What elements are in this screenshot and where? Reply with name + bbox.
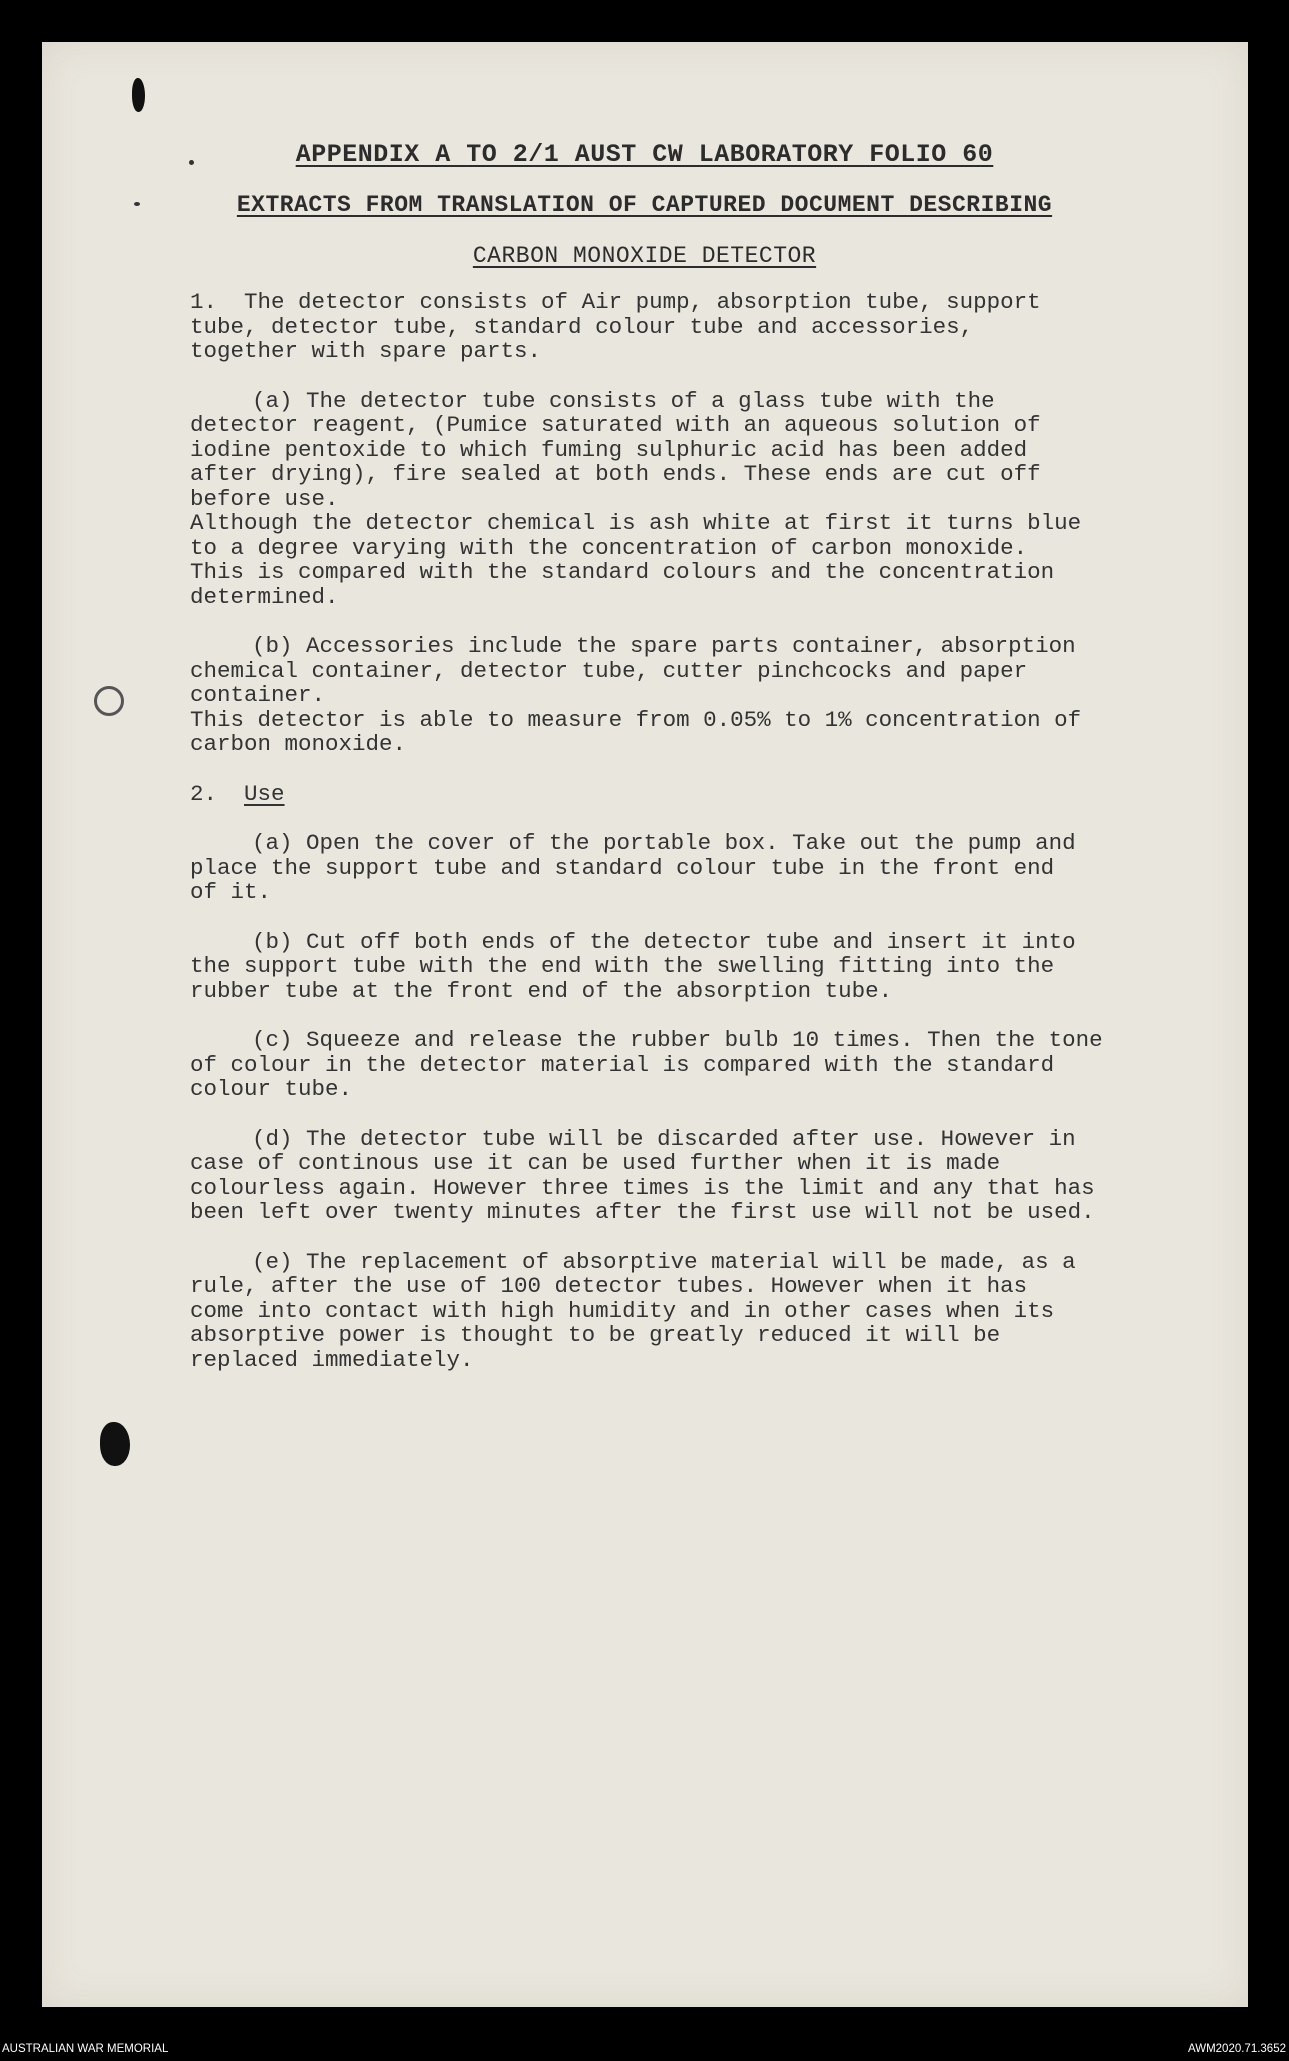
text-line: This is compared with the standard colours and the concentration	[190, 559, 1055, 585]
section-2-item-b	[190, 930, 1210, 1004]
text-line: (b) Cut off both ends of the detector tube and insert it into	[252, 928, 1076, 955]
text-line: chemical container, detector tube, cutter pinchcocks and paper	[190, 657, 1028, 684]
section-2-item-c	[190, 1028, 1210, 1102]
subject-title: CARBON MONOXIDE DETECTOR	[472, 243, 817, 269]
section-2-item-a	[190, 831, 1210, 905]
text-line: (d) The detector tube will be discarded after use. However in	[252, 1125, 1076, 1152]
text-line: 1. The detector consists of Air pump, absorption tube, support	[190, 289, 1041, 315]
document-body	[190, 290, 1210, 1397]
text-line: container.	[190, 682, 326, 708]
archive-reference: AWM2020.71.3652	[1187, 2043, 1286, 2055]
text-line: iodine pentoxide to which fuming sulphuric acid has been added	[190, 436, 1028, 463]
punch-hole-ring	[94, 686, 124, 716]
text-line: This detector is able to measure from 0.05% to 1% concentration of	[190, 706, 1082, 733]
text-line: rule, after the use of 100 detector tubes. However when it has	[190, 1273, 1028, 1299]
section-1-intro	[190, 290, 1210, 364]
section-2-number: 2.	[190, 780, 218, 807]
text-line: after drying), fire sealed at both ends. These ends are cut off	[190, 461, 1041, 487]
section-1-item-b	[190, 634, 1210, 757]
text-line: case of continous use it can be used further when it is made	[190, 1150, 1001, 1176]
text-line: Although the detector chemical is ash white at first it turns blue	[190, 510, 1082, 536]
text-line: (a) The detector tube consists of a glass tube with the	[252, 387, 995, 414]
text-line: tube, detector tube, standard colour tube and accessories,	[190, 313, 974, 340]
text-line: together with spare parts.	[190, 338, 542, 364]
section-1-item-a	[190, 389, 1210, 610]
text-line: detector reagent, (Pumice saturated with an aqueous solution of	[190, 412, 1041, 438]
text-line: (e) The replacement of absorptive material will be made, as a	[252, 1248, 1076, 1275]
text-line: colour tube.	[190, 1076, 353, 1102]
text-line: been left over twenty minutes after the first use will not be used.	[190, 1199, 1095, 1225]
archive-credit: AUSTRALIAN WAR MEMORIAL	[2, 2043, 169, 2055]
text-line: replaced immediately.	[190, 1346, 474, 1373]
text-line: place the support tube and standard colour tube in the front end	[190, 854, 1055, 881]
text-line: come into contact with high humidity and in other cases when its	[190, 1297, 1055, 1324]
text-line: rubber tube at the front end of the absorption tube.	[190, 977, 893, 1004]
text-line: (b) Accessories include the spare parts container, absorption	[252, 633, 1076, 659]
punch-hole-bottom	[100, 1422, 130, 1466]
section-2-heading	[190, 782, 1210, 807]
extract-title: EXTRACTS FROM TRANSLATION OF CAPTURED DOCUMENT DESCRIBING	[236, 192, 1053, 218]
section-2-title: Use	[244, 780, 285, 807]
punch-hole-top	[132, 78, 145, 112]
text-line: absorptive power is thought to be greatly reduced it will be	[190, 1322, 1001, 1348]
section-2-item-d	[190, 1127, 1210, 1225]
appendix-title: APPENDIX A TO 2/1 AUST CW LABORATORY FOLIO 60	[295, 140, 994, 169]
text-line: before use.	[190, 485, 339, 512]
text-line: carbon monoxide.	[190, 731, 407, 757]
text-line: (c) Squeeze and release the rubber bulb 10 times. Then the tone	[252, 1027, 1103, 1053]
text-line: the support tube with the end with the swelling fitting into the	[190, 953, 1055, 979]
text-line: to a degree varying with the concentration of carbon monoxide.	[190, 534, 1028, 561]
text-line: (a) Open the cover of the portable box. Take out the pump and	[252, 830, 1076, 856]
text-line: determined.	[190, 583, 339, 610]
text-line: of colour in the detector material is compared with the standard	[190, 1051, 1055, 1078]
text-line: colourless again. However three times is the limit and any that has	[190, 1174, 1095, 1201]
text-line: of it.	[190, 879, 272, 905]
section-2-item-e	[190, 1250, 1210, 1373]
